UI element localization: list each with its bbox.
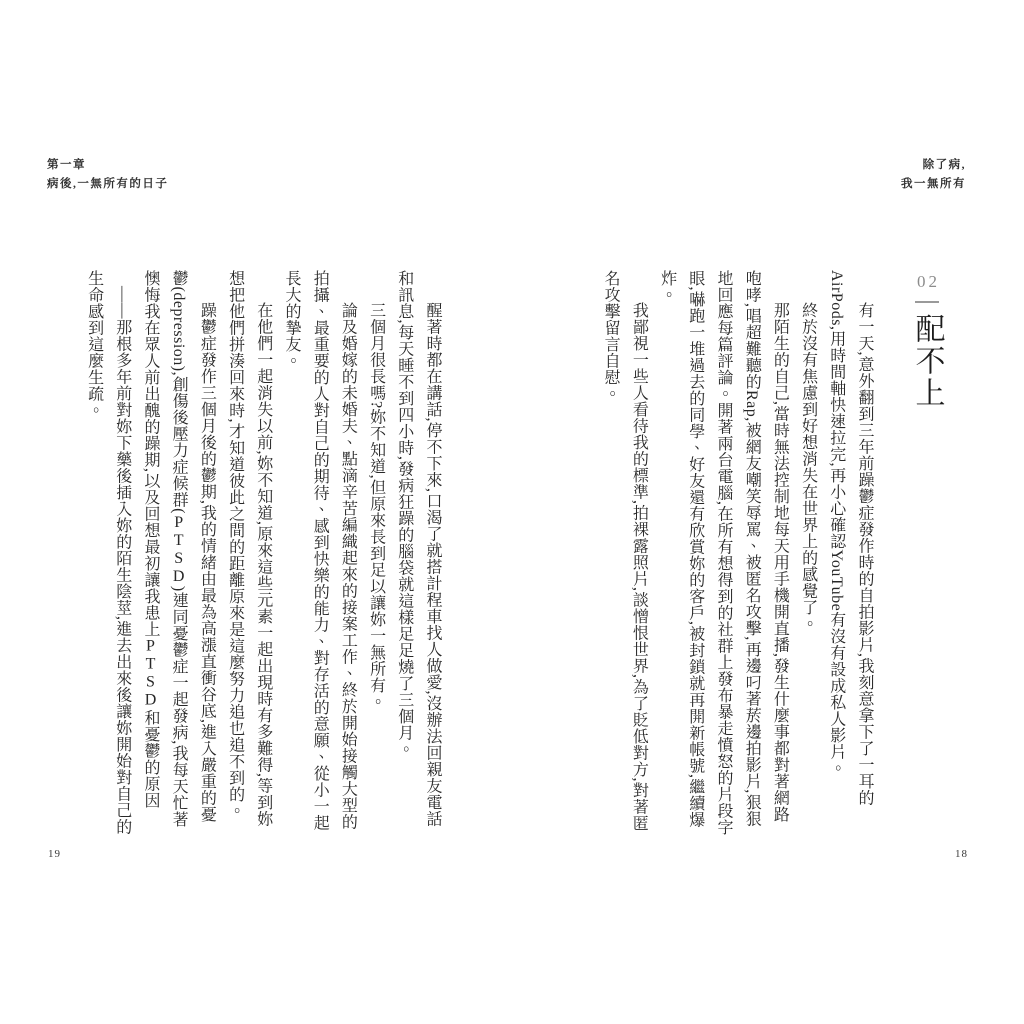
paragraph: 在他們一起消失以前,妳不知道,原來這些元素一起出現時有多難得,等到妳想把他們拼湊回來時,才知道彼此之間的距離原來是這麼努力追也追不到的。 — [226, 270, 272, 827]
paragraph: 那陌生的自己,當時無法控制地每天用手機開直播,發生什麼事都對著網路咆哮,唱超難聽的Rap,被網友嘲笑辱罵、被匿名攻擊,再邊叼著菸邊拍影片,狠狠地回應每篇評論。開著兩台電腦,在所有想得到的社群上發布暴走憤怒的片段字眼,嚇跑一堆過去的同學、好友還有欣賞妳的客戶,被封鎖就再開新帳號,繼續爆炸。 — [658, 270, 789, 836]
paragraph: 論及婚嫁的未婚夫、點滴辛苦編織起來的接案工作、終於開始接觸大型的拍攝、最重要的人對自己的期待、感到快樂的能力、對存活的意願、從小一起長大的摯友。 — [282, 270, 357, 831]
chapter-divider — [915, 301, 939, 303]
body-text-right-page — [596, 270, 878, 836]
page-number-left: 19 — [48, 848, 61, 860]
running-header-right — [901, 156, 966, 194]
chapter-subtitle: 病後,一無所有的日子 — [47, 178, 169, 190]
paragraph: 有一天,意外翻到三年前躁鬱症發作時的自拍影片,我刻意拿下了一耳的AirPods,用時間軸快速拉完,再小心確認YouTube有沒有設成私人影片。 — [827, 270, 873, 806]
paragraph: 我鄙視一些人看待我的標準,拍裸露照片,談憎恨世界,為了貶低對方,對著匿名攻擊留言自慰。 — [602, 270, 648, 832]
book-title-line2: 我一無所有 — [901, 178, 966, 190]
paragraph: ——那根多年前對妳下藥後插入妳的陌生陰莖,進去出來後讓妳開始對自己的生命感到這麼生疏。 — [85, 270, 131, 835]
chapter-title: 配不上 — [910, 313, 944, 409]
body-text-left-page — [79, 270, 446, 836]
chapter-label: 第一章 — [47, 159, 86, 171]
chapter-number: 02 — [917, 272, 940, 291]
paragraph: 躁鬱症發作三個月後的鬱期,我的情緒由最為高漲直衝谷底,進入嚴重的憂鬱(depression),創傷後壓力症候群(PTSD)連同憂鬱症一起發病,我每天忙著懊悔我在眾人前出醜的躁期,以及回想最初讓我患上PTSD和憂鬱的原因 — [141, 270, 216, 828]
paragraph: 三個月很長嗎?妳不知道,但原來長到足以讓妳一無所有。 — [367, 302, 385, 711]
page-number-right: 18 — [955, 848, 968, 860]
running-header-left — [47, 156, 168, 194]
chapter-head — [903, 272, 951, 409]
book-title-line1: 除了病, — [922, 159, 966, 171]
paragraph: 終於沒有焦慮到好想消失在世界上的感覺了。 — [799, 302, 817, 632]
paragraph: 醒著時都在講話,停不下來,口渴了就搭計程車找人做愛,沒辦法回親友電話和訊息,每天睡不到四小時,發病狂躁的腦袋就這樣足足燒了三個月。 — [395, 270, 441, 827]
